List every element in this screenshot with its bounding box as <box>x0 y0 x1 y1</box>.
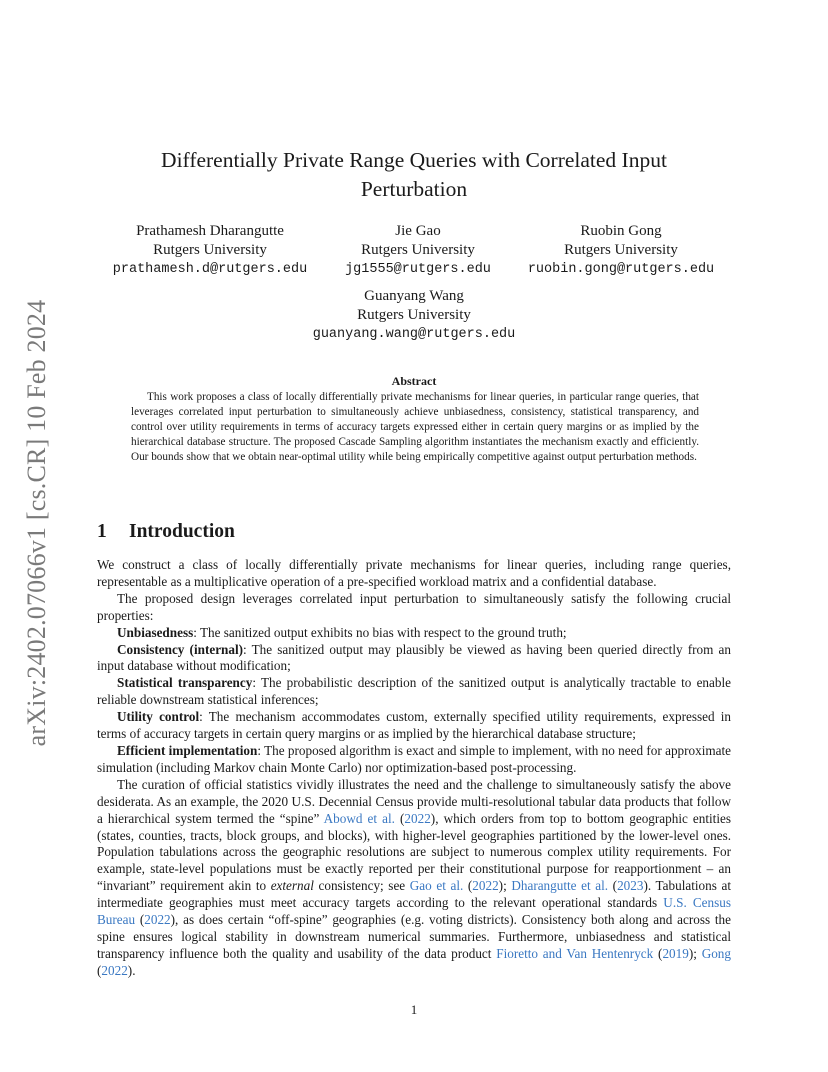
text-run: , as does certain “off-spine” geographies (e.g. voting districts). Consistency both along and across the spine ensures logical stability in downstream numerical summaries. Furthermore, unbiasedness and statistical transparency influence both the quality and usability of the data product <box>97 912 731 961</box>
property-text: : The sanitized output exhibits no bias with respect to the ground truth; <box>193 624 567 640</box>
author-block <box>320 222 516 279</box>
author-affiliation: Rutgers University <box>153 242 267 258</box>
emphasis-text: external <box>270 878 314 894</box>
property-name: Unbiasedness <box>117 624 194 640</box>
author-email[interactable]: prathamesh.d@rutgers.edu <box>112 262 308 277</box>
text-run: . Tabulations at intermediate geographies must meet accuracy targets according to the relevant operational standards <box>97 878 731 911</box>
paragraph: The proposed design leverages correlated input perturbation to simultaneously satisfy the following crucial properties: <box>97 590 731 623</box>
author-name: Guanyang Wang <box>364 288 464 304</box>
text-run: . <box>132 962 136 978</box>
citation-year-link[interactable]: 2022 <box>404 810 431 826</box>
paper-title: Differentially Private Range Queries with Correlated Input Perturbation <box>161 148 667 201</box>
author-name: Prathamesh Dharangutte <box>136 223 284 239</box>
citation-link[interactable]: Abowd et al. <box>323 810 395 826</box>
property-item <box>97 675 731 709</box>
citation-link[interactable]: Dharangutte et al. <box>511 878 609 894</box>
author-block <box>100 222 320 279</box>
property-item <box>97 743 731 777</box>
citation-link[interactable]: Gao et al. <box>409 878 464 894</box>
property-text: : The mechanism accommodates custom, externally specified utility requirements, expressed in terms of accuracy targets in certain query margins or as implied by the hierarchical database structure; <box>97 709 732 742</box>
author-affiliation: Rutgers University <box>361 242 475 258</box>
section-title: Introduction <box>129 521 235 542</box>
property-name: Efficient implementation <box>117 742 258 758</box>
author-name: Jie Gao <box>395 223 441 239</box>
citation-link[interactable]: Fioretto and Van Hentenryck <box>496 945 654 961</box>
property-text: : The probabilistic description of the sanitized output is analytically tractable to enable reliable downstream statistical inferences; <box>97 675 731 708</box>
author-affiliation: Rutgers University <box>357 307 471 323</box>
citation-year-link[interactable]: 2023 <box>617 878 644 894</box>
arxiv-identifier-stamp <box>20 288 54 758</box>
property-text: : The sanitized output may plausibly be viewed as having been queried directly from an input database without modification; <box>97 641 731 674</box>
citation-year-link[interactable]: 2022 <box>144 912 171 928</box>
citation-year-link[interactable]: 2022 <box>101 962 128 978</box>
author-email[interactable]: jg1555@rutgers.edu <box>345 262 491 277</box>
property-name: Consistency (internal) <box>117 641 244 657</box>
section-number: 1 <box>97 521 107 542</box>
author-block <box>516 222 726 279</box>
property-item <box>97 709 731 743</box>
citation-year-link[interactable]: 2019 <box>662 945 689 961</box>
property-item <box>97 642 731 676</box>
abstract-heading: Abstract <box>391 374 437 388</box>
author-name: Ruobin Gong <box>580 223 662 239</box>
citation-link[interactable]: Gong <box>701 945 731 961</box>
abstract-text: This work proposes a class of locally differentially private mechanisms for linear queries, in particular range queries, that leverages correlated input perturbation to simultaneously achieve unbiasedness, consistency, statistical transparency, and control over utility requirements in terms of accuracy targets expressed either in certain query margins or as implied by the hierarchical database structure. The proposed Cascade Sampling algorithm instantiates the mechanism exactly and efficiently. Our bounds show that we obtain near-optimal utility while being empirically competitive against output perturbation methods. <box>131 391 699 463</box>
property-name: Utility control <box>117 709 200 725</box>
arxiv-identifier-text: arXiv:2402.07066v1 [cs.CR] 10 Feb 2024 <box>22 299 51 747</box>
text-run: consistency; see <box>313 878 410 894</box>
paragraph: We construct a class of locally differentially private mechanisms for linear queries, including range queries, representable as a multiplicative operation of a pre-specified workload matrix and a confidential database. <box>97 557 731 589</box>
page-number: 1 <box>410 1002 418 1017</box>
property-item <box>97 625 731 642</box>
author-email[interactable]: guanyang.wang@rutgers.edu <box>312 327 516 342</box>
section-heading <box>97 521 235 543</box>
text-run: , which orders from top to bottom geographic entities (states, counties, tracts, block groups, and blocks), with higher-level geographies partitioned by the lower-level ones. Population tabulations across the geographic resolutions are subject to numerous complex utility requirements. For example, state-level populations must be exactly reported per their constitutional purpose for reapportionment – an “invariant” requirement akin to <box>97 810 731 894</box>
body-text <box>97 557 731 980</box>
citation-link[interactable]: U.S. Census Bureau <box>97 895 731 928</box>
author-affiliation: Rutgers University <box>564 242 678 258</box>
text-run: The curation of official statistics vividly illustrates the need and the challenge to simultaneously satisfy the above desiderata. As an example, the 2020 U.S. Decennial Census provide multi-resolutional tabular data products that follow a hierarchical system termed the “spine” <box>97 776 731 826</box>
paragraph: The curation of official statistics vividly illustrates the need and the challenge to simultaneously satisfy the above desiderata. As an example, the 2020 U.S. Decennial Census provide multi-resolutional tabular data products that follow a hierarchical system termed the “spine” Abowd et al. (2022), which orders from top to bottom geographic entities (states, counties, tracts, block groups, and blocks), with higher-level geographies partitioned by the lower-level ones. Population tabulations across the geographic resolutions are subject to numerous complex utility requirements. For example, state-level populations must be exactly reported per their constitutional purpose for reapportionment – an “invariant” requirement akin to external consistency; see Gao et al. (2022); Dharangutte et al. (2023). Tabulations at intermediate geographies must meet accuracy targets according to the relevant operational standards U.S. Census Bureau (2022), as does certain “off-spine” geographies (e.g. voting districts). Consistency both along and across the spine ensures logical stability in downstream numerical summaries. Furthermore, unbiasedness and statistical transparency influence both the quality and usability of the data product Fioretto and Van Hentenryck (2019); Gong (2022). <box>97 776 731 978</box>
citation-year-link[interactable]: 2022 <box>472 878 499 894</box>
author-email[interactable]: ruobin.gong@rutgers.edu <box>527 262 715 277</box>
property-text: : The proposed algorithm is exact and simple to implement, with no need for approximate simulation (including Markov chain Monte Carlo) nor optimization-based post-processing. <box>97 742 732 775</box>
property-name: Statistical transparency <box>117 675 253 691</box>
author-block <box>290 287 538 344</box>
